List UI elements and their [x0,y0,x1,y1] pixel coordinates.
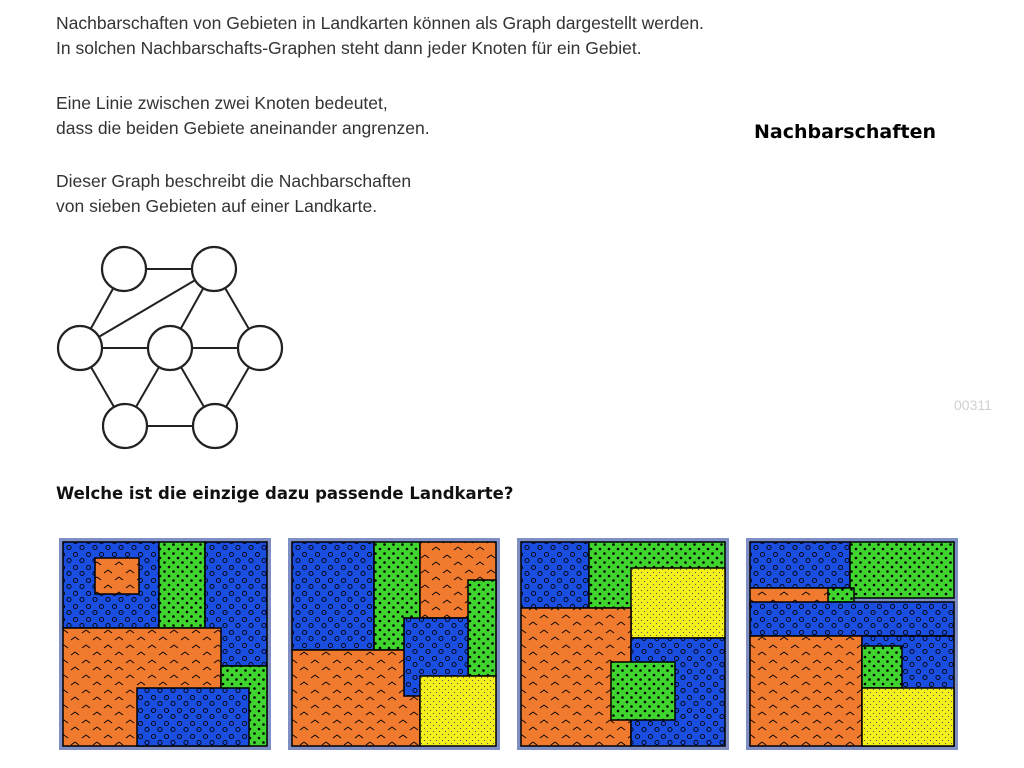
graph-nodes [58,247,282,448]
region-orange [292,650,420,746]
graph-node-top-right [192,247,236,291]
region-yellow [862,688,954,746]
task-code: 00311 [954,397,992,413]
description-line-2: von sieben Gebieten auf einer Landkarte. [56,196,378,216]
region-green [159,542,205,628]
graph-node-bottom-left [103,404,147,448]
graph-node-mid-left [58,326,102,370]
graph-node-center [148,326,192,370]
intro-paragraph [56,11,704,61]
graph-node-bottom-right [193,404,237,448]
graph-node-mid-right [238,326,282,370]
region-yellow [631,568,725,638]
explanation-line-2: dass die beiden Gebiete aneinander angrenzen. [56,118,430,138]
graph-edge-top-right-mid-left [80,269,214,348]
region-blue [137,688,249,746]
description-line-1: Dieser Graph beschreibt die Nachbarschaften [56,171,412,191]
region-green [862,646,902,688]
region-green [468,580,496,676]
intro-line-1: Nachbarschaften von Gebieten in Landkarten können als Graph dargestellt werden. [56,13,704,33]
region-yellow [420,676,496,746]
region-green [611,662,675,720]
region-orange [750,636,862,746]
region-blue [750,602,954,636]
region-green [850,542,954,598]
region-orange [95,558,139,594]
map-option-d[interactable] [746,538,958,750]
region-blue [292,542,374,650]
map-option-b[interactable] [288,538,500,750]
description-paragraph [56,169,411,219]
map-option-c[interactable] [517,538,729,750]
explanation-paragraph [56,91,430,141]
region-blue [750,542,850,588]
map-option-a[interactable] [59,538,271,750]
explanation-line-1: Eine Linie zwischen zwei Knoten bedeutet, [56,93,388,113]
intro-line-2: In solchen Nachbarschafts-Graphen steht dann jeder Knoten für ein Gebiet. [56,38,642,58]
neighbourhood-graph [50,238,290,458]
region-blue [521,542,589,608]
graph-node-top-left [102,247,146,291]
question-text: Welche ist die einzige dazu passende Landkarte? [56,484,514,503]
slide-title: Nachbarschaften [754,121,936,143]
